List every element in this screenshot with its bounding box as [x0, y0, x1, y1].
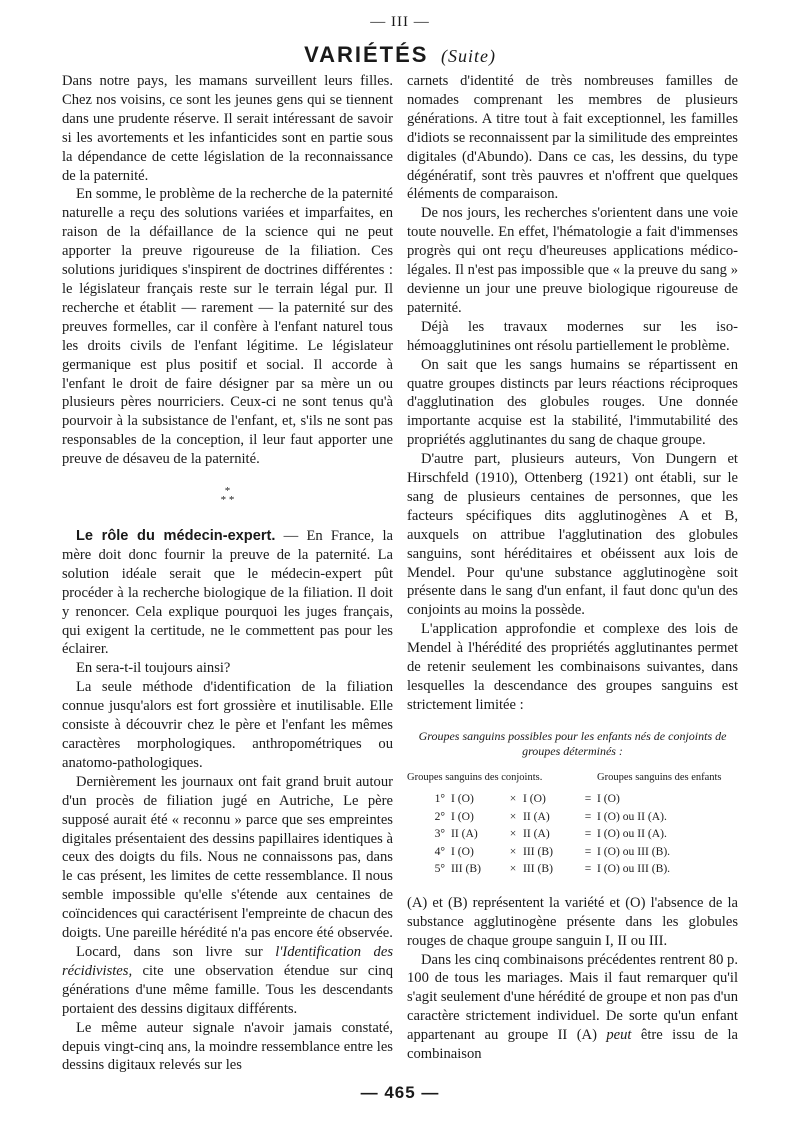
- asterism-top: *: [224, 485, 231, 498]
- paragraph-nos-jours: De nos jours, les recherches s'orientent dans une voie toute nouvelle. En effet, l'hématologie a fait d'immenses progrès qui ont reçu d'heureuses applications médico-légales. Il n'est pas impossible que « la preuve du sang » devienne un jour une preuve biologique rigoureuse de paternité.: [407, 205, 738, 316]
- table-cell-b: I (O): [523, 792, 546, 806]
- paragraph-auteurs: D'autre part, plusieurs auteurs, Von Dungern et Hirschfeld (1910), Ottenberg (1921) ont établi, sur le sang de plusieurs centaines de personnes, que les facteurs spécifiques dits agglutinogènes A et B, auxquels on attribue l'agglutination des globules sanguins, sont héréditaires et obéissent aux lois de Mendel. Pour qu'une substance agglutinogène soit présente dans le sang d'un enfant, il faut donc qu'un des conjoints au moins la possède.: [407, 451, 738, 619]
- table-cell-op: ×: [509, 792, 517, 806]
- left-column: [62, 72, 393, 1075]
- paragraph-journaux: Dernièrement les journaux ont fait grand bruit autour d'un procès de filiation jugé en Autriche, Le père supposé aurait été « reconnu » parce que ses empreintes digitales présentaient des dessins papillaires identiques à ceux des doigts du fils. Nous ne connaissons pas, dans le cas présent, les limites de cette ressemblance. Il nous semble impossible qu'elle s'étende aux centaines de coïncidences qui caractérisent l'empreinte de chacun des doigts. Une pareille hérédité n'a pas encore été observée.: [62, 773, 393, 942]
- section-title: Le rôle du médecin-expert.: [76, 528, 276, 545]
- table-cell-op: ×: [509, 827, 517, 841]
- table-cell-op: ×: [509, 862, 517, 876]
- paragraph-methode: La seule méthode d'identification de la filiation connue jusqu'alors est fort grossière et inutilisable. Elle consiste à découvrir chez le père et l'enfant les mêmes caractères morphologiques. anthropométriques ou anatomo-pathologiques.: [62, 679, 393, 771]
- table-header-row: [407, 769, 738, 791]
- paragraph-sangs: On sait que les sangs humains se répartissent en quatre groupes distincts par leurs réactions réciproques d'agglutination des globules rouges. Une donnée importante acquise est la stabilité, l'immutabilité des propriétés agglutinantes du sang de chaque groupe.: [407, 356, 738, 449]
- table-cell-eq: =: [584, 792, 592, 806]
- table-header-enfants: Groupes sanguins des enfants: [597, 771, 722, 783]
- table-cell-num: 5°: [434, 862, 445, 876]
- paragraph-role-medecin: [62, 527, 393, 659]
- table-caption: Groupes sanguins possibles pour les enfants nés de conjoints de groupes déterminés :: [418, 728, 727, 758]
- table-cell-a: I (O): [451, 844, 474, 858]
- asterism-bottom: * *: [220, 494, 235, 507]
- table-cell-b: III (B): [523, 862, 553, 876]
- table-cell-num: 1°: [434, 792, 445, 806]
- table-header-conjoints: Groupes sanguins des conjoints.: [407, 771, 543, 783]
- paragraph-application: L'application approfondie et complexe des lois de Mendel à l'hérédité des propriétés agglutinantes permet de retenir seulement les combinaisons suivantes, dans lesquelles la descendance des groupes sanguins est strictement limitée :: [407, 621, 738, 713]
- table-cell-b: III (B): [523, 844, 553, 858]
- combinaisons-end: être issu de la combinaison: [407, 1027, 738, 1063]
- table-row: [407, 843, 738, 861]
- table-cell-b: II (A): [523, 827, 550, 841]
- table-cell-result: I (O): [597, 792, 620, 806]
- table-cell-a: I (O): [451, 792, 474, 806]
- table-cell-a: I (O): [451, 809, 474, 823]
- table-cell-num: 2°: [434, 809, 445, 823]
- table-row: [407, 825, 738, 843]
- table-cell-result: I (O) ou III (B).: [597, 862, 671, 876]
- paragraph-meme-auteur: Le même auteur signale n'avoir jamais constaté, depuis vingt-cinq ans, la moindre ressemblance entre les dessins digitaux relevés sur les: [62, 1019, 393, 1074]
- paragraph-travaux: Déjà les travaux modernes sur les iso-hémoagglutinines ont résolu partiellement le problème.: [407, 318, 738, 354]
- table-cell-eq: =: [584, 862, 592, 876]
- paragraph-carnets: carnets d'identité de très nombreuses familles de nomades comprenant les membres de plusieurs générations. A titre tout à fait exceptionnel, les familles d'idiots se reconnaissent par la similitude des empreintes digitales (d'Abundo). Dans ce cas, les dessins, du type dégénératif, sont très pauvres et n'offrent que quelques éléments de comparaison.: [407, 73, 738, 203]
- paragraph-question: En sera-t-il toujours ainsi?: [76, 660, 231, 677]
- combinaisons-text: Dans les cinq combinaisons précédentes rentrent 80 p. 100 de tous les mariages. Mais il faut remarquer qu'il s'agit seulement d'une hérédité de groupe et non pas d'un caractère strictement individuel. De sorte qu'un enfant appartenant au groupe II (A): [407, 951, 738, 1044]
- paragraph-locard: [62, 943, 393, 1019]
- table-cell-num: 3°: [434, 827, 445, 841]
- table-cell-a: II (A): [451, 827, 478, 841]
- table-cell-eq: =: [584, 844, 592, 858]
- table-cell-op: ×: [509, 844, 517, 858]
- table-cell-eq: =: [584, 827, 592, 841]
- table-cell-num: 4°: [434, 844, 445, 858]
- table-row: [407, 860, 738, 878]
- paragraph-en-somme: En somme, le problème de la recherche de la paternité naturelle a reçu des solutions variées et imparfaites, en raison de la défaillance de la science qui ne peut apporter la preuve rigoureuse de la filiation. Ces solutions juridiques s'inspirent de doctrines différentes : le législateur français reste sur le terrain légal pur. Il recherche et établit — rarement — la paternité sur des preuves formelles, car il confère à l'enfant naturel tous les droits civils de l'enfant légitime. Le législateur germanique est plus positif et social. Il accorde à l'enfant le droit de faire désigner par sa mère un ou plusieurs pères nourriciers. Ceux-ci ne sont tenus qu'à pourvoir à la subsistance de l'enfant, et, s'ils ne sont pas responsables de la conception, il leur faut apporter une preuve de désaveu de la paternité.: [62, 186, 393, 468]
- paragraph-combinaisons: [407, 951, 738, 1064]
- locard-book-title: l'Identification des récidivistes,: [62, 943, 394, 979]
- table-cell-result: I (O) ou III (B).: [597, 844, 671, 858]
- right-column: [407, 72, 738, 1064]
- page-number: — 465 —: [360, 1083, 440, 1102]
- heading-subtitle: (Suite): [440, 46, 496, 66]
- table-cell-a: III (B): [451, 862, 481, 876]
- section-paragraph-text: — En France, la mère doit donc fournir la preuve de la paternité. La solution idéale serait que le médecin-expert pût procéder à la recherche biologique de la filiation. Il doit y renoncer. Cela explique pourquoi les juges français, qui exigent la certitude, ne le commettent pas pour les éclairer.: [62, 528, 393, 658]
- heading-title: VARIÉTÉS: [304, 42, 429, 67]
- table-cell-result: I (O) ou II (A).: [597, 809, 667, 823]
- paragraph-representent: (A) et (B) représentent la variété et (O) l'absence de la substance agglutinogène présente dans les globules rouges de chaque groupe sanguin I, II ou III.: [407, 894, 738, 949]
- page-marker: — III —: [370, 14, 430, 30]
- table-cell-result: I (O) ou II (A).: [597, 827, 667, 841]
- blood-groups-table: [407, 769, 738, 878]
- locard-text-start: Locard, dans son livre sur: [76, 943, 276, 960]
- table-body: [407, 790, 738, 878]
- table-cell-eq: =: [584, 809, 592, 823]
- table-row: [407, 808, 738, 826]
- asterism: [62, 487, 393, 505]
- table-cell-op: ×: [509, 809, 517, 823]
- combinaisons-italic: peut: [606, 1027, 632, 1044]
- locard-text-end: cite une observation étendue sur cinq générations d'une même famille. Tous les descendants portaient des dessins digitaux différents.: [62, 962, 393, 1017]
- page-heading: [0, 42, 800, 68]
- table-row: [407, 790, 738, 808]
- paragraph-mamans: Dans notre pays, les mamans surveillent leurs filles. Chez nos voisins, ce sont les jeunes gens qui se tiennent dans une prudente réserve. Il serait intéressant de savoir si les avortements et les infanticides sont en partie sous la dépendance de cette législation de la reconnaissance de la paternité.: [62, 73, 393, 184]
- table-cell-b: II (A): [523, 809, 550, 823]
